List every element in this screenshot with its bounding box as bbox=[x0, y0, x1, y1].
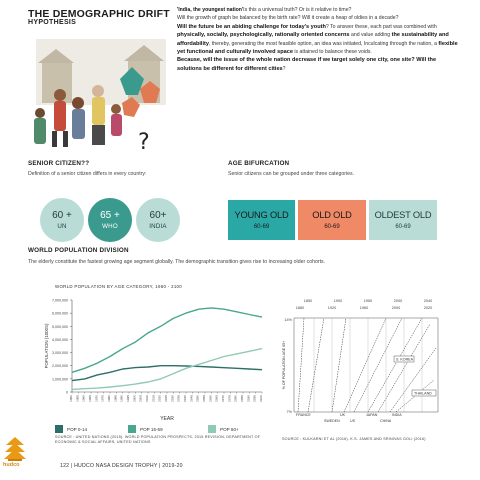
world-population-heading: WORLD POPULATION DIVISION bbox=[28, 247, 129, 254]
box-oldest-old bbox=[369, 200, 437, 240]
country-line bbox=[308, 318, 324, 412]
legend-label: POP 15-59 bbox=[140, 426, 163, 432]
intro-question: Is this a universal truth? Or is it relative to time? bbox=[243, 7, 352, 13]
intro-emphasis-1: Will the future be an abiding challenge for today's youth bbox=[177, 23, 326, 30]
world-population-desc: The elderly constitute the fastest growing age segment globally. The demographic transition gives rise to increasing older cohorts. bbox=[28, 259, 326, 265]
intro-emphasis-3: the sustainability and affordability bbox=[177, 32, 449, 47]
circle-un-org: UN bbox=[57, 223, 67, 230]
x-tick-label: 2060 bbox=[208, 395, 213, 402]
country-line bbox=[368, 318, 422, 412]
x-tick-label: 1985 bbox=[113, 395, 118, 402]
box-oldest-old-range: 60-69 bbox=[395, 224, 411, 230]
hudco-logo-icon bbox=[4, 435, 26, 475]
x-tick-label: 2020 bbox=[157, 395, 162, 402]
y-tick-label: 0 bbox=[66, 390, 68, 395]
legend-pop-0-14 bbox=[55, 425, 87, 433]
legend-swatch bbox=[208, 425, 216, 433]
senior-citizen-desc: Definition of a senior citizen differs in every country: bbox=[28, 171, 147, 177]
hudco-logo-text: hudco bbox=[3, 462, 20, 468]
y-tick-label: 7,000,000 bbox=[52, 298, 68, 303]
series-line-pop-0-14 bbox=[72, 366, 262, 381]
x-tick-label: 2010 bbox=[145, 395, 149, 402]
series-line-pop-15-59 bbox=[72, 308, 262, 372]
page-footer: 122 | HUDCO NASA DESIGN TROPHY | 2019-20 bbox=[60, 463, 183, 469]
box-young-old bbox=[228, 200, 295, 240]
intro-emphasis-4: flexible yet functional and culturally involved space bbox=[177, 40, 458, 56]
elderly-people-illustration bbox=[28, 33, 172, 153]
legend-swatch bbox=[128, 425, 136, 433]
top-axis-label-2: 2000 bbox=[391, 306, 401, 310]
x-tick-label: 2090 bbox=[246, 395, 251, 402]
y-axis-label: % OF POPULATION AGE 65+ bbox=[282, 340, 286, 390]
country-label: SWEDEN bbox=[324, 419, 340, 423]
page-subtitle: HYPOTHESIS bbox=[28, 19, 77, 26]
y-tick-label: 14% bbox=[284, 318, 292, 322]
circle-india-age: 60+ bbox=[149, 210, 167, 221]
x-tick-label: 2075 bbox=[227, 395, 232, 402]
x-tick-label: 1950 bbox=[69, 395, 73, 402]
box-old-old-label: OLD OLD bbox=[312, 210, 352, 220]
aging-by-country-chart bbox=[278, 296, 450, 432]
intro-text-2: and value adding bbox=[350, 32, 391, 39]
intro-paragraph-2: Will the growth of graph be balanced by the birth rate? Will it create a heap of oldies in a decade? bbox=[177, 15, 399, 22]
box-oldest-old-label: OLDEST OLD bbox=[374, 210, 432, 220]
y-tick-label: 2,000,000 bbox=[52, 364, 68, 369]
circle-who-org: WHO bbox=[102, 223, 118, 230]
top-axis-label-2: 1920 bbox=[327, 306, 337, 310]
legend-swatch bbox=[55, 425, 63, 433]
circle-un-age: 60 + bbox=[52, 210, 72, 221]
y-tick-label: 4,000,000 bbox=[52, 337, 68, 342]
x-tick-label: 1965 bbox=[88, 395, 92, 402]
country-label: INDIA bbox=[392, 413, 402, 417]
circle-un bbox=[40, 198, 84, 242]
country-line bbox=[344, 318, 386, 412]
svg-text:?: ? bbox=[138, 130, 150, 153]
x-tick-label: 2085 bbox=[240, 395, 244, 402]
population-by-age-chart bbox=[40, 292, 270, 422]
x-tick-label: 2065 bbox=[214, 395, 219, 402]
x-tick-label: 2005 bbox=[138, 395, 143, 402]
intro-quote: 'India, the youngest nation' bbox=[177, 7, 244, 13]
country-label: FRANCE bbox=[296, 413, 311, 417]
x-tick-label: 2055 bbox=[202, 395, 206, 402]
circle-india bbox=[136, 198, 180, 242]
chart1-source: SOURCE : UNITED NATIONS (2015). WORLD POPULATION PROSPECTS, 2015 REVISION, DEPARTMENT OF ECONOMIC & SOCIAL AFFAIRS, UNITED NATIONS bbox=[55, 435, 261, 445]
x-tick-label: 2000 bbox=[132, 395, 137, 402]
x-tick-label: 2100 bbox=[259, 395, 263, 402]
series-line-pop-60- bbox=[72, 349, 262, 390]
circle-who bbox=[88, 198, 132, 242]
country-line bbox=[354, 318, 402, 412]
box-young-old-range: 60-69 bbox=[253, 224, 270, 230]
country-label: UK bbox=[340, 413, 345, 417]
legend-pop-15-59 bbox=[128, 425, 163, 433]
country-label: CHINA bbox=[380, 419, 392, 423]
x-tick-label: 2025 bbox=[164, 395, 168, 402]
x-tick-label: 1955 bbox=[75, 395, 80, 402]
country-label: US bbox=[350, 419, 355, 423]
box-old-old bbox=[298, 200, 366, 240]
x-tick-label: 1990 bbox=[119, 395, 124, 402]
age-bifurcation-heading: AGE BIFURCATION bbox=[228, 160, 290, 167]
legend-label: POP 0-14 bbox=[67, 426, 88, 432]
legend-pop-60-plus bbox=[208, 425, 239, 433]
country-line bbox=[298, 318, 304, 412]
x-tick-label: 1970 bbox=[94, 395, 99, 402]
top-axis-label: 1850 bbox=[303, 299, 313, 303]
y-tick-label: 7% bbox=[286, 410, 292, 414]
x-tick-label: 2050 bbox=[195, 395, 200, 402]
intro-text-3: , thereby, generating the most feasible option, an idea was initiated, Inculcating through the nation, a bbox=[209, 40, 437, 47]
top-axis-label-2: 1880 bbox=[295, 306, 305, 310]
y-tick-label: 6,000,000 bbox=[52, 311, 68, 316]
x-tick-label: 2015 bbox=[151, 395, 156, 402]
chart2-source: SOURCE : KULKARNI ET AL (2016). K.S. JAMES AND SRINIVAS GOLI (2016) bbox=[282, 437, 426, 441]
x-tick-label: 2045 bbox=[189, 395, 194, 402]
x-tick-label: 2070 bbox=[221, 395, 225, 402]
intro-emphasis-2: physically, socially, psychologically, rationally oriented concerns bbox=[177, 32, 350, 39]
hypothesis-text bbox=[177, 6, 459, 73]
x-tick-label: 2030 bbox=[170, 395, 175, 402]
x-tick-label: 1995 bbox=[126, 395, 130, 402]
top-axis-label-2: 1960 bbox=[359, 306, 369, 310]
intro-text-1: ? To answer these, each part was combined with bbox=[325, 23, 437, 30]
x-tick-label: 2080 bbox=[233, 395, 238, 402]
x-tick-label: 2040 bbox=[183, 395, 187, 402]
top-axis-label-2: 2020 bbox=[423, 306, 433, 310]
intro-text-4: is attained to balance these voids. bbox=[294, 49, 372, 56]
x-axis-label: YEAR bbox=[160, 416, 174, 422]
legend-label: POP 60+ bbox=[220, 426, 239, 432]
y-tick-label: 3,000,000 bbox=[52, 351, 68, 356]
country-label: JAPAN bbox=[366, 413, 378, 417]
page-title: THE DEMOGRAPHIC DRIFT bbox=[28, 8, 170, 20]
senior-citizen-heading: SENIOR CITIZEN?? bbox=[28, 160, 90, 167]
intro-text-5: ? bbox=[282, 65, 286, 72]
top-axis-label: 2040 bbox=[423, 299, 433, 303]
y-tick-label: 5,000,000 bbox=[52, 324, 68, 329]
box-old-old-range: 60-69 bbox=[324, 224, 340, 230]
x-tick-label: 1960 bbox=[81, 395, 86, 402]
top-axis-label: 1900 bbox=[333, 299, 343, 303]
box-young-old-label: YOUNG OLD bbox=[234, 210, 289, 220]
top-axis-label: 2000 bbox=[393, 299, 403, 303]
chart-title: WORLD POPULATION BY AGE CATEGORY, 1950 - 2100 bbox=[55, 284, 183, 289]
country-label: THAILAND bbox=[414, 391, 432, 396]
age-bifurcation-desc: Senior citizens can be grouped under three categories. bbox=[228, 171, 355, 177]
intro-emphasis-5: Because, will the issue of the whole nation decrease if we target solely one city, one site? Will the solutions be different for different cities bbox=[177, 57, 437, 72]
y-axis-label: POPULATION (1000S) bbox=[44, 323, 49, 369]
x-tick-label: 1980 bbox=[107, 395, 111, 402]
circle-who-age: 65 + bbox=[100, 210, 120, 221]
circle-india-org: INDIA bbox=[149, 223, 167, 230]
x-tick-label: 2035 bbox=[176, 395, 181, 402]
y-tick-label: 1,000,000 bbox=[52, 377, 68, 382]
x-tick-label: 2095 bbox=[252, 395, 257, 402]
country-line bbox=[332, 318, 346, 412]
x-tick-label: 1975 bbox=[100, 395, 105, 402]
country-label: S. KOREA bbox=[396, 357, 413, 362]
top-axis-label: 1950 bbox=[363, 299, 373, 303]
